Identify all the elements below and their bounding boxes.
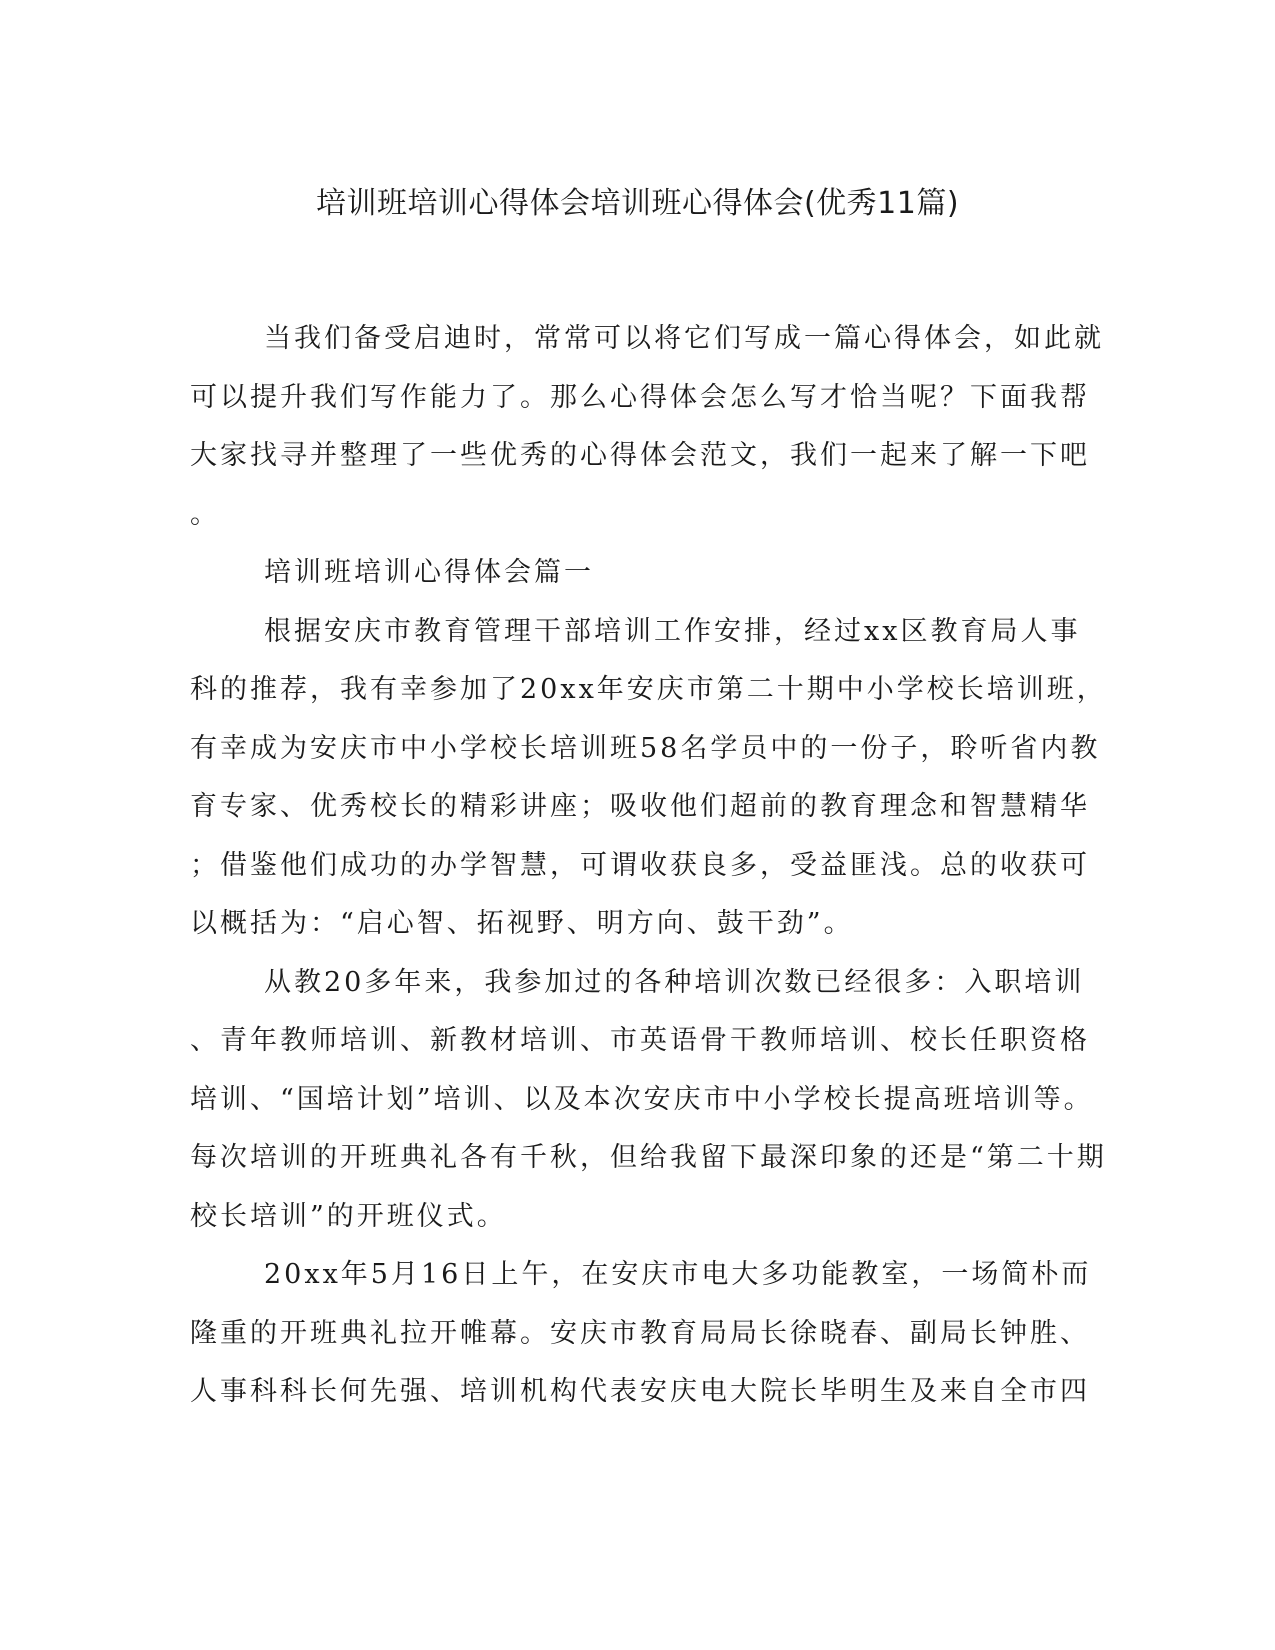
- paragraph-line: 校长培训”的开班仪式。: [190, 1201, 507, 1232]
- document-title: 培训班培训心得体会培训班心得体会(优秀11篇): [315, 186, 960, 221]
- paragraph-line: ；借鉴他们成功的办学智慧，可谓收获良多，受益匪浅。总的收获可: [190, 850, 1090, 881]
- paragraph-line: 培训、“国培计划”培训、以及本次安庆市中小学校长提高班培训等。: [190, 1084, 1094, 1115]
- paragraph-line: 科的推荐，我有幸参加了20xx年安庆市第二十期中小学校长培训班，: [190, 674, 1107, 705]
- paragraph-line: 有幸成为安庆市中小学校长培训班58名学员中的一份子，聆听省内教: [190, 733, 1101, 764]
- paragraph-line: 每次培训的开班典礼各有千秋，但给我留下最深印象的还是“第二十期: [190, 1142, 1107, 1173]
- paragraph-line: 可以提升我们写作能力了。那么心得体会怎么写才恰当呢？下面我帮: [190, 382, 1090, 413]
- paragraph-line: 隆重的开班典礼拉开帷幕。安庆市教育局局长徐晓春、副局长钟胜、: [190, 1318, 1090, 1349]
- paragraph-line: 当我们备受启迪时，常常可以将它们写成一篇心得体会，如此就: [264, 323, 1104, 354]
- paragraph-line: 20xx年5月16日上午，在安庆市电大多功能教室，一场简朴而: [264, 1259, 1092, 1290]
- paragraph-line: 从教20多年来，我参加过的各种培训次数已经很多：入职培训: [264, 967, 1085, 998]
- paragraph-line: 大家找寻并整理了一些优秀的心得体会范文，我们一起来了解一下吧: [190, 440, 1090, 471]
- paragraph-line: 、青年教师培训、新教材培训、市英语骨干教师培训、校长任职资格: [190, 1025, 1090, 1056]
- paragraph-line: 以概括为：“启心智、拓视野、明方向、鼓干劲”。: [190, 908, 854, 939]
- paragraph-line: 育专家、优秀校长的精彩讲座；吸收他们超前的教育理念和智慧精华: [190, 791, 1090, 822]
- paragraph-line: 根据安庆市教育管理干部培训工作安排，经过xx区教育局人事: [264, 616, 1081, 647]
- paragraph-line: 。: [190, 499, 220, 530]
- paragraph-line: 人事科科长何先强、培训机构代表安庆电大院长毕明生及来自全市四: [190, 1376, 1090, 1407]
- section-heading: 培训班培训心得体会篇一: [264, 557, 594, 588]
